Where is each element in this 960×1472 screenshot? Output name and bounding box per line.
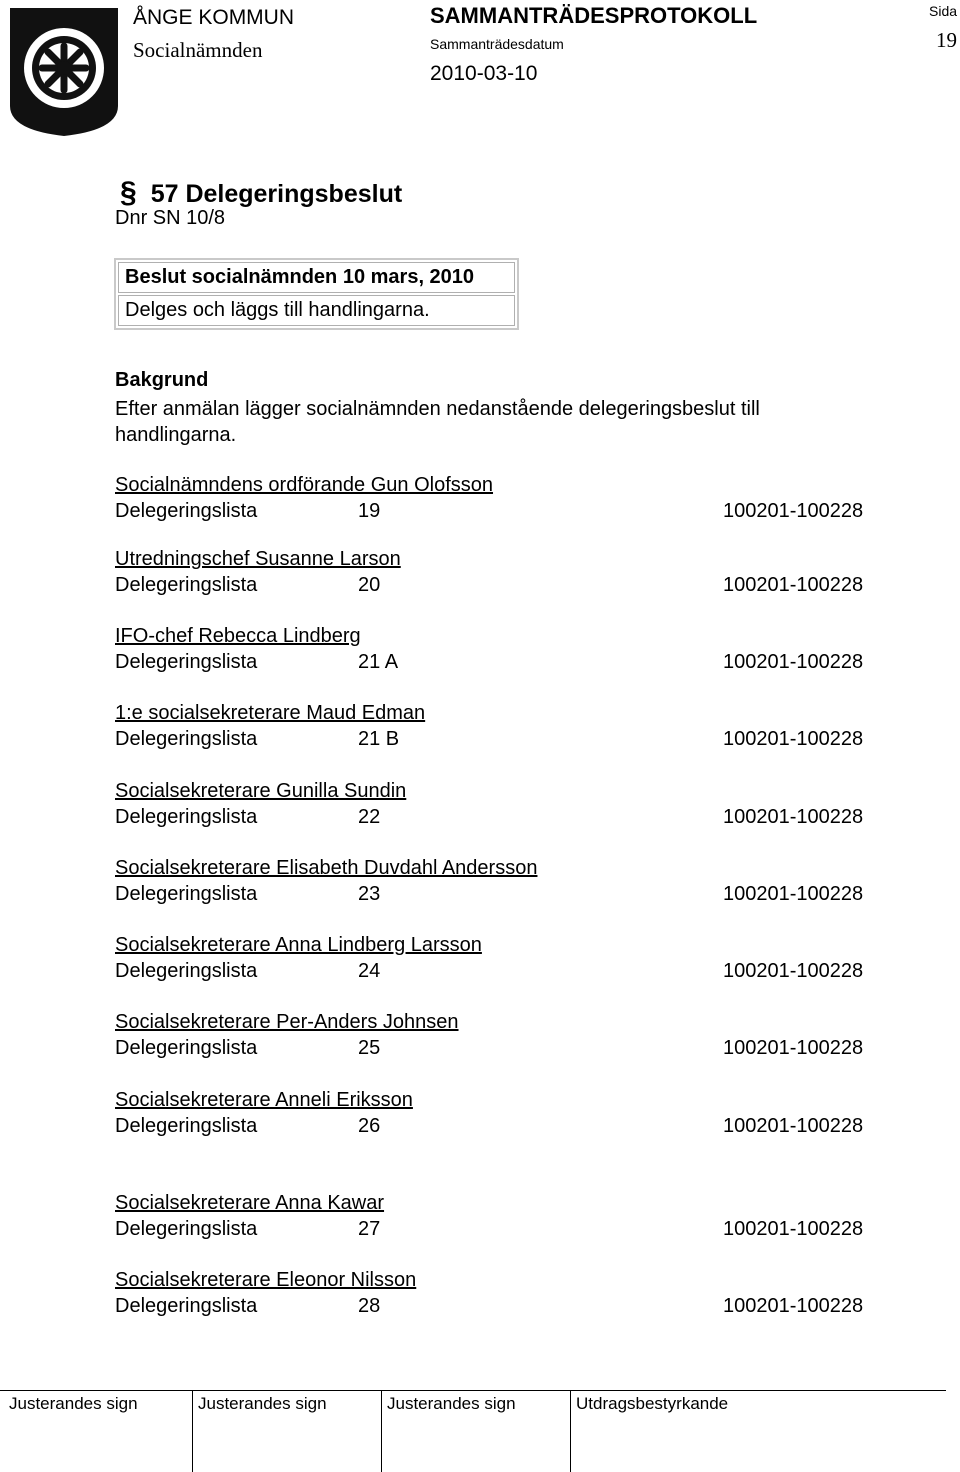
entry-name: Socialnämndens ordförande Gun Olofsson xyxy=(115,474,494,496)
delegation-entry xyxy=(115,855,905,907)
delegation-entry xyxy=(115,546,905,598)
entry-name: Socialsekreterare Eleonor Nilsson xyxy=(115,1269,417,1291)
entry-number: 23 xyxy=(358,883,381,905)
delegation-entry xyxy=(115,1190,905,1242)
section-title xyxy=(120,176,402,210)
organization-name: ÅNGE KOMMUN xyxy=(133,6,295,29)
entry-period: 100201-100228 xyxy=(723,883,864,905)
entry-number: 24 xyxy=(358,960,381,982)
entry-period: 100201-100228 xyxy=(723,1115,864,1137)
municipality-crest-icon xyxy=(8,6,120,138)
entry-period: 100201-100228 xyxy=(723,500,864,522)
document-type: SAMMANTRÄDESPROTOKOLL xyxy=(430,3,758,28)
footer-cell: Justerandes sign xyxy=(192,1391,327,1472)
entry-label: Delegeringslista xyxy=(115,1115,258,1137)
entry-number: 26 xyxy=(358,1115,381,1137)
delegation-entry xyxy=(115,932,905,984)
entry-period: 100201-100228 xyxy=(723,960,864,982)
entry-number: 22 xyxy=(358,806,381,828)
decision-text: Delges och läggs till handlingarna. xyxy=(118,295,515,326)
delegation-entry xyxy=(115,1009,905,1061)
entry-number: 27 xyxy=(358,1218,381,1240)
entry-number: 28 xyxy=(358,1295,381,1317)
entry-name: Socialsekreterare Anneli Eriksson xyxy=(115,1089,413,1111)
entry-number: 21 A xyxy=(358,651,399,673)
delegation-entry xyxy=(115,778,905,830)
entry-number: 21 B xyxy=(358,728,400,750)
entry-name: Socialsekreterare Gunilla Sundin xyxy=(115,780,407,802)
entry-period: 100201-100228 xyxy=(723,1295,864,1317)
entry-label: Delegeringslista xyxy=(115,1295,258,1317)
signature-footer xyxy=(0,1390,946,1469)
entry-name: Socialsekreterare Per-Anders Johnsen xyxy=(115,1011,459,1033)
entry-name: Utredningschef Susanne Larson xyxy=(115,548,401,570)
decision-box xyxy=(114,258,519,330)
entry-label: Delegeringslista xyxy=(115,806,258,828)
meeting-date-label: Sammanträdesdatum xyxy=(430,36,564,52)
entry-number: 20 xyxy=(358,574,381,596)
entry-number: 25 xyxy=(358,1037,381,1059)
entry-label: Delegeringslista xyxy=(115,883,258,905)
delegation-entry xyxy=(115,623,905,675)
delegation-entry xyxy=(115,1087,905,1139)
delegation-entry xyxy=(115,700,905,752)
entry-label: Delegeringslista xyxy=(115,1218,258,1240)
delegation-entry xyxy=(115,472,905,524)
entry-label: Delegeringslista xyxy=(115,960,258,982)
entry-name: 1:e socialsekreterare Maud Edman xyxy=(115,702,426,724)
background-text: Efter anmälan lägger socialnämnden nedanstående delegeringsbeslut till handlingarna. xyxy=(115,398,760,446)
entry-label: Delegeringslista xyxy=(115,500,258,522)
entry-label: Delegeringslista xyxy=(115,1037,258,1059)
section-title-text: 57 Delegeringsbeslut xyxy=(150,180,403,208)
case-number: Dnr SN 10/8 xyxy=(115,207,226,229)
footer-cell: Utdragsbestyrkande xyxy=(570,1391,728,1472)
meeting-date: 2010-03-10 xyxy=(430,62,538,85)
entry-period: 100201-100228 xyxy=(723,574,864,596)
decision-heading: Beslut socialnämnden 10 mars, 2010 xyxy=(118,262,515,293)
page-number: 19 xyxy=(936,28,957,52)
footer-cell: Justerandes sign xyxy=(381,1391,516,1472)
entry-period: 100201-100228 xyxy=(723,1037,864,1059)
entry-label: Delegeringslista xyxy=(115,651,258,673)
entry-name: Socialsekreterare Elisabeth Duvdahl Andersson xyxy=(115,857,538,879)
entry-name: Socialsekreterare Anna Kawar xyxy=(115,1192,385,1214)
entry-number: 19 xyxy=(358,500,381,522)
department-name: Socialnämnden xyxy=(133,38,263,62)
entry-label: Delegeringslista xyxy=(115,574,258,596)
entry-label: Delegeringslista xyxy=(115,728,258,750)
entry-period: 100201-100228 xyxy=(723,728,864,750)
entry-period: 100201-100228 xyxy=(723,651,864,673)
entry-name: IFO-chef Rebecca Lindberg xyxy=(115,625,361,647)
delegation-entry xyxy=(115,1267,905,1319)
entry-period: 100201-100228 xyxy=(723,1218,864,1240)
background-heading: Bakgrund xyxy=(115,369,209,391)
footer-cell: Justerandes sign xyxy=(9,1394,138,1413)
entry-period: 100201-100228 xyxy=(723,806,864,828)
paragraph-symbol: § xyxy=(120,176,137,209)
entry-name: Socialsekreterare Anna Lindberg Larsson xyxy=(115,934,482,956)
page-label: Sida xyxy=(929,3,958,19)
